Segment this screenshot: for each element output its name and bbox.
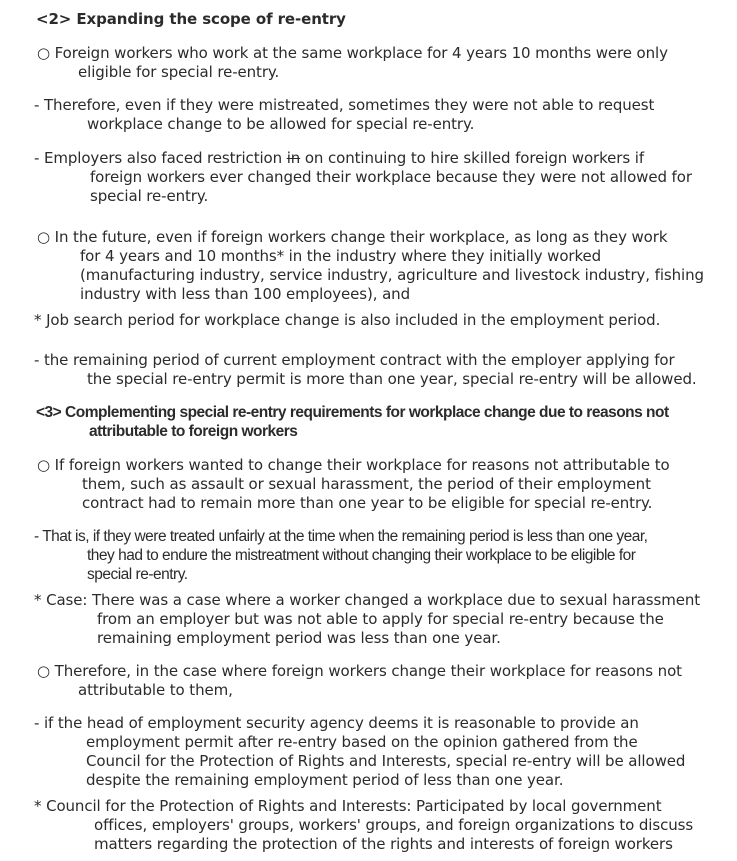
section2-footnote: * Job search period for workplace change is also included in the employment period.: [34, 311, 661, 329]
document-page: <2> Expanding the scope of re-entry ○ Foreign workers who work at the same workplace for 4 years 10 months were only eligible for special re-entry. - Therefore, even if they were mistreated, sometimes they were not able to request workplace change to be allowed for special re-entry. - Employers also faced restriction in on continuing to hire skilled foreign workers if foreign workers ever changed their workplace because they were not allowed for special re-entry. ○ In the future, even if foreign workers change their workplace, as long as they work for 4 years and 10 months* in the industry where they initially worked (manufacturing industry, service industry, agriculture and livestock industry, fishing industry with less than 100 employees), and * Job search period for workplace change is also included in the employment period. - the remaining period of current employment contract with the employer applying for the special re-entry permit is more than one year, special re-entry will be allowed. <3> Complementing special re-entry requirements for workplace change due to reasons not attributable to foreign workers ○ If foreign workers wanted to change their workplace for reasons not attributable to them, such as assault or sexual harassment, the period of their employment contract had to remain more than one year to be eligible for special re-entry. - That is, if they were treated unfairly at the time when the remaining period is less than one year, they had to endure the mistreatment without changing their workplace to be eligible for special re-entry. * Case: There was a case where a worker changed a workplace due to sexual harassment from an employer but was not able to apply for special re-entry because the remaining employment period was less than one year. ○ Therefore, in the case where foreign workers change their workplace for reasons not attributable to them, - if the head of employment security agency deems it is reasonable to provide an employment permit after re-entry based on the opinion gathered from the Council for the Protection of Rights and Interests, special re-entry will be allowed despite the remaining employment period of less than one year. * Council for the Protection of Rights and Interests: Participated by local government offices, employers' groups, workers' groups, and foreign organizations to discuss matters regarding the protection of the rights and interests of foreign workers: [34, 10, 704, 853]
struck-word: in: [286, 149, 301, 167]
section2-heading: <2> Expanding the scope of re-entry: [36, 10, 346, 28]
